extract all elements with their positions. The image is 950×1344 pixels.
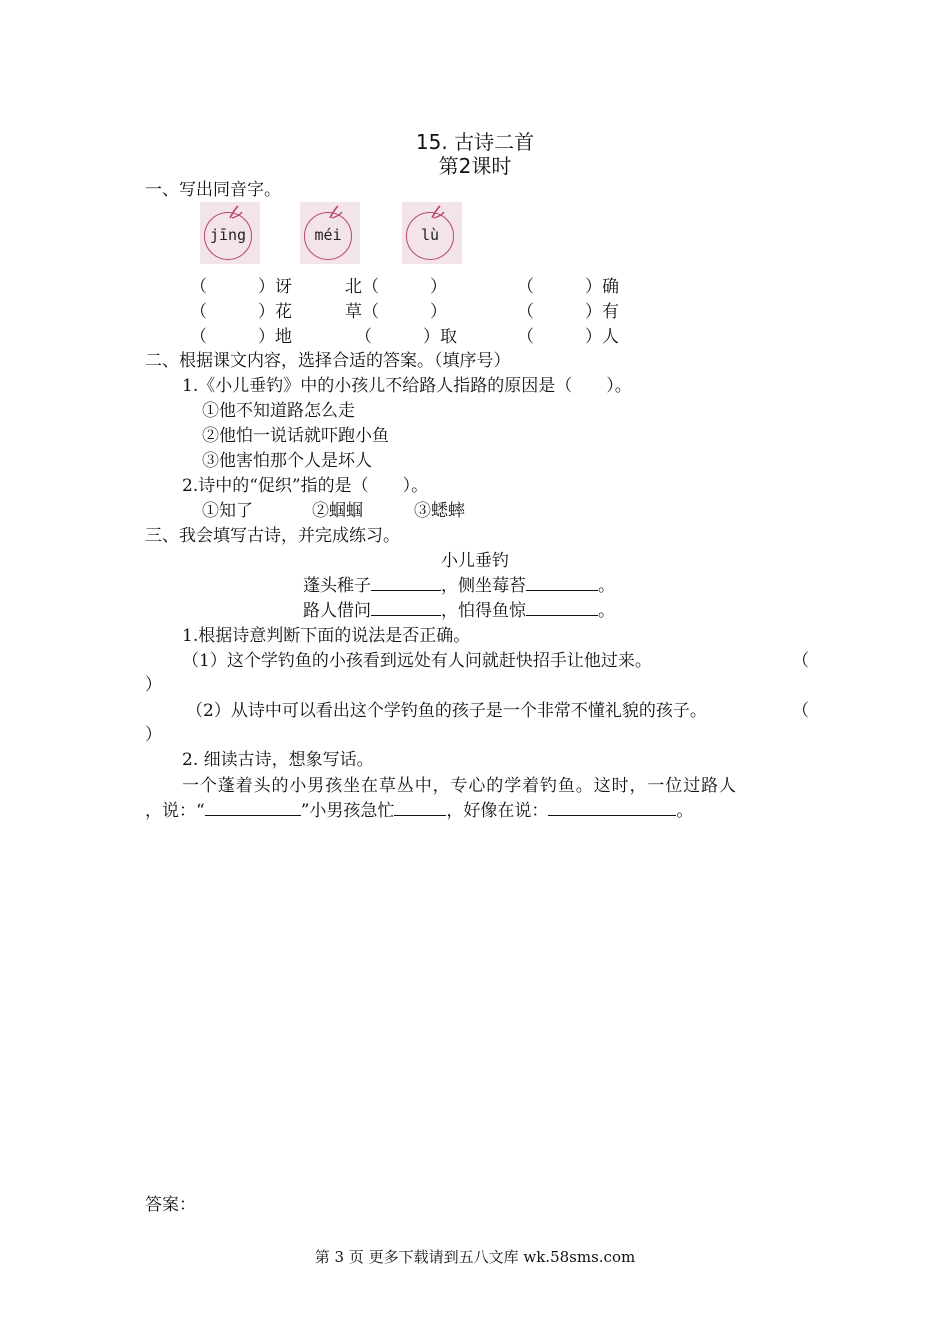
page-footer: 第 3 页 更多下载请到五八文库 wk.58sms.com: [314, 1248, 636, 1266]
poem-text: 路人借问: [303, 601, 371, 621]
option-item: ①知了: [202, 501, 253, 521]
fill-blank[interactable]: [526, 599, 598, 616]
page-title: 15. 古诗二首: [415, 130, 535, 154]
apple-card-3: [402, 202, 462, 264]
poem-line-2: [303, 599, 615, 623]
homophone-cell[interactable]: （ ）地: [190, 327, 292, 347]
fill-blank[interactable]: [371, 574, 441, 591]
pinyin-label: méi: [314, 226, 342, 244]
pinyin-label: jīng: [209, 226, 247, 244]
apple-card-1: [200, 202, 260, 264]
page-subtitle: 第2课时: [438, 154, 512, 178]
homophone-cell[interactable]: 草（ ）: [345, 302, 447, 322]
statement-1: （1）这个学钓鱼的小孩看到远处有人问就赶快招手让他过来。: [182, 651, 652, 671]
punctuation: 。: [598, 576, 615, 596]
writing-line: [145, 799, 693, 823]
punctuation: 。: [598, 601, 615, 621]
question-text: 2. 细读古诗，想象写话。: [182, 750, 374, 770]
section1-heading: 一、写出同音字。: [145, 180, 281, 200]
fill-blank[interactable]: [548, 799, 676, 816]
statement-2: （2）从诗中可以看出这个学钓鱼的孩子是一个非常不懂礼貌的孩子。: [186, 701, 707, 721]
answer-label: 答案：: [145, 1195, 196, 1215]
judge-paren-open[interactable]: （: [792, 651, 809, 671]
poem-title: 小儿垂钓: [441, 551, 509, 571]
writing-paragraph: 一个蓬着头的小男孩坐在草丛中，专心的学着钓鱼。这时，一位过路人: [182, 776, 737, 796]
judge-paren-close: ）: [145, 725, 162, 745]
homophone-cell[interactable]: （ ）花: [190, 302, 292, 322]
poem-text: ，侧坐莓苔: [441, 576, 526, 596]
apple-card-2: [300, 202, 360, 264]
homophone-cell[interactable]: （ ）有: [517, 302, 619, 322]
writing-text: ，说：“: [145, 801, 205, 821]
option-item: ①他不知道路怎么走: [202, 401, 355, 421]
option-item: ②蝈蝈: [312, 501, 363, 521]
fill-blank[interactable]: [394, 799, 446, 816]
judge-paren-close: ）: [145, 675, 162, 695]
fill-blank[interactable]: [205, 799, 301, 816]
writing-text: ”小男孩急忙: [300, 801, 395, 821]
writing-text: ，好像在说：: [446, 801, 549, 821]
homophone-cell[interactable]: （ ）取: [355, 327, 457, 347]
poem-text: 蓬头稚子: [303, 576, 371, 596]
option-item: ③蟋蟀: [414, 501, 465, 521]
option-item: ②他怕一说话就吓跑小鱼: [202, 426, 389, 446]
homophone-cell[interactable]: （ ）确: [517, 277, 619, 297]
section3-heading: 三、我会填写古诗，并完成练习。: [145, 526, 400, 546]
homophone-cell[interactable]: （ ）讶: [190, 277, 292, 297]
homophone-cell[interactable]: （ ）人: [517, 327, 619, 347]
pinyin-label: lù: [420, 226, 440, 244]
question-text: 2.诗中的“促织”指的是（ ）。: [182, 476, 429, 496]
option-item: ③他害怕那个人是坏人: [202, 451, 372, 471]
question-text: 1.《小儿垂钓》中的小孩儿不给路人指路的原因是（ ）。: [182, 376, 632, 396]
poem-text: ，怕得鱼惊: [441, 601, 526, 621]
judge-paren-open[interactable]: （: [792, 701, 809, 721]
punctuation: 。: [676, 801, 694, 821]
section2-heading: 二、根据课文内容，选择合适的答案。（填序号）: [145, 351, 511, 371]
poem-line-1: [303, 574, 615, 598]
homophone-cell[interactable]: 北（ ）: [345, 277, 447, 297]
fill-blank[interactable]: [371, 599, 441, 616]
fill-blank[interactable]: [526, 574, 598, 591]
question-text: 1.根据诗意判断下面的说法是否正确。: [182, 626, 471, 646]
